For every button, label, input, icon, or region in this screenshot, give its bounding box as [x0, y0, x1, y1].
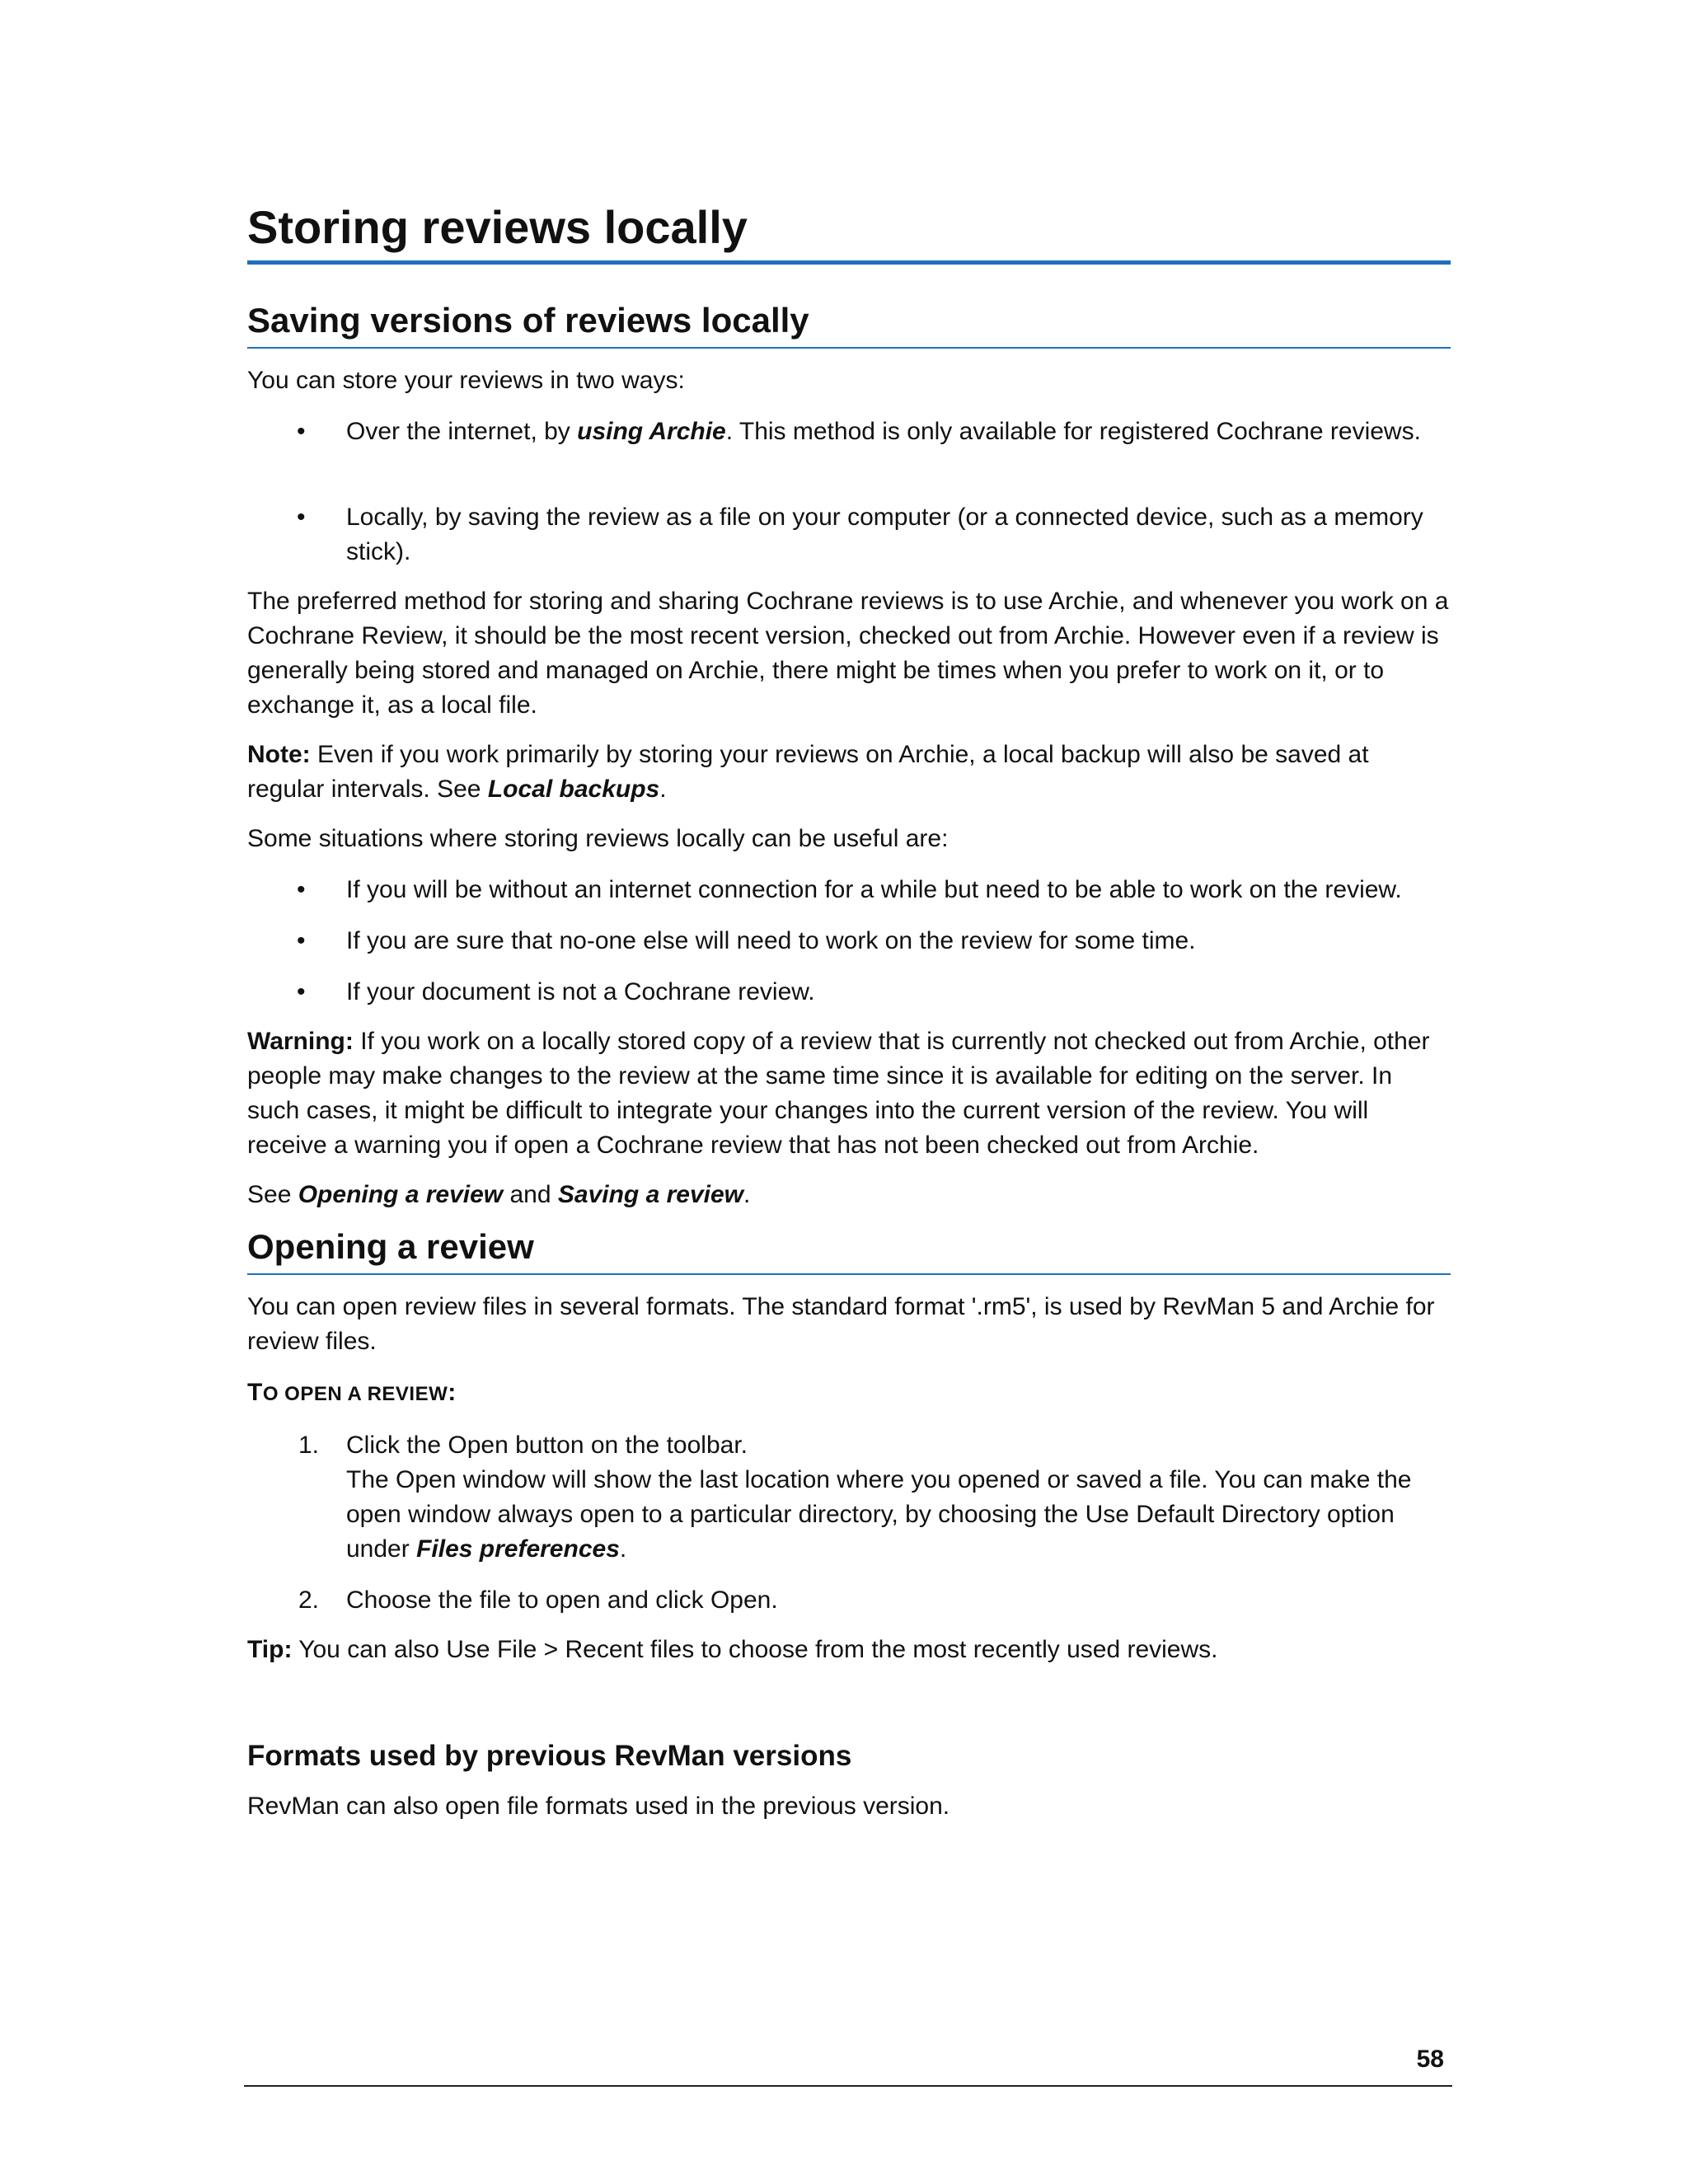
list-item: • If you are sure that no-one else will need to work on the review for some time.: [247, 924, 1451, 958]
page-content: [247, 198, 1451, 1824]
page-number: 58: [1416, 2046, 1444, 2073]
situations-intro: Some situations where storing reviews locally can be useful are:: [247, 825, 949, 852]
list-item: • Over the internet, by using Archie. This method is only available for registered Cochrane reviews.: [247, 415, 1451, 449]
bullet-icon: •: [297, 504, 306, 531]
preferred-method-paragraph: The preferred method for storing and sharing Cochrane reviews is to use Archie, and whenever you work on a Cochrane Review, it should be the most recent version, checked out from Archie. However even if a review is generally being stored and managed on Archie, there might be times when you prefer to work on it, or to exchange it, as a local file.: [247, 588, 1449, 719]
bullet-icon: •: [297, 876, 306, 903]
tip-paragraph: Tip: You can also Use File > Recent files to choose from the most recently used reviews.: [247, 1636, 1218, 1663]
link-files-preferences[interactable]: Files preferences: [416, 1535, 620, 1563]
link-using-archie[interactable]: using Archie: [577, 418, 726, 445]
list-item: 2. Choose the file to open and click Open.: [298, 1586, 778, 1614]
note-label: Note:: [247, 741, 311, 768]
list-item: 1. Click the Open button on the toolbar. The Open window will show the last location where you opened or saved a file. You can make the open window always open to a particular directory, by choosing the Use Default Directory option under Files preferences.: [298, 1432, 1412, 1563]
note-paragraph: Note: Even if you work primarily by storing your reviews on Archie, a local backup will also be saved at regular intervals. See Local backups.: [247, 741, 1369, 803]
list-item: • If you will be without an internet connection for a while but need to be able to work on the review.: [247, 873, 1451, 907]
link-opening-a-review[interactable]: Opening a review: [298, 1181, 504, 1208]
list-item: • If your document is not a Cochrane review.: [247, 975, 1451, 1010]
open-steps-list: [247, 1428, 1451, 1618]
bullet-icon: •: [297, 418, 306, 445]
bullet-icon: •: [297, 927, 306, 954]
warning-label: Warning:: [247, 1028, 354, 1055]
link-saving-a-review[interactable]: Saving a review: [557, 1181, 743, 1208]
section-heading-opening: Opening a review: [247, 1224, 1451, 1275]
opening-intro: You can open review files in several formats. The standard format '.rm5', is used by RevMan 5 and Archie for review files.: [247, 1293, 1435, 1355]
bullet-icon: •: [297, 978, 306, 1005]
link-local-backups[interactable]: Local backups: [487, 776, 660, 803]
situations-list: [247, 873, 1451, 1010]
formats-text: RevMan can also open file formats used in the previous version.: [247, 1793, 950, 1820]
list-item: • Locally, by saving the review as a file on your computer (or a connected device, such as a memory stick).: [247, 500, 1451, 569]
see-also-paragraph: See Opening a review and Saving a review.: [247, 1181, 751, 1208]
tip-label: Tip:: [247, 1636, 293, 1663]
procedure-heading: TO OPEN A REVIEW:: [247, 1379, 457, 1406]
subsection-heading-formats: Formats used by previous RevMan versions: [247, 1740, 852, 1772]
storage-methods-list: [247, 415, 1451, 569]
footer-divider: [244, 2085, 1452, 2087]
intro-text: You can store your reviews in two ways:: [247, 367, 685, 394]
page-title: Storing reviews locally: [247, 198, 1451, 265]
warning-paragraph: Warning: If you work on a locally stored copy of a review that is currently not checked out from Archie, other people may make changes to the review at the same time since it is available for editing on the server. In such cases, it might be difficult to integrate your changes into the current version of the review. You will receive a warning you if open a Cochrane review that has not been checked out from Archie.: [247, 1028, 1430, 1159]
section-heading-saving: Saving versions of reviews locally: [247, 298, 1451, 349]
